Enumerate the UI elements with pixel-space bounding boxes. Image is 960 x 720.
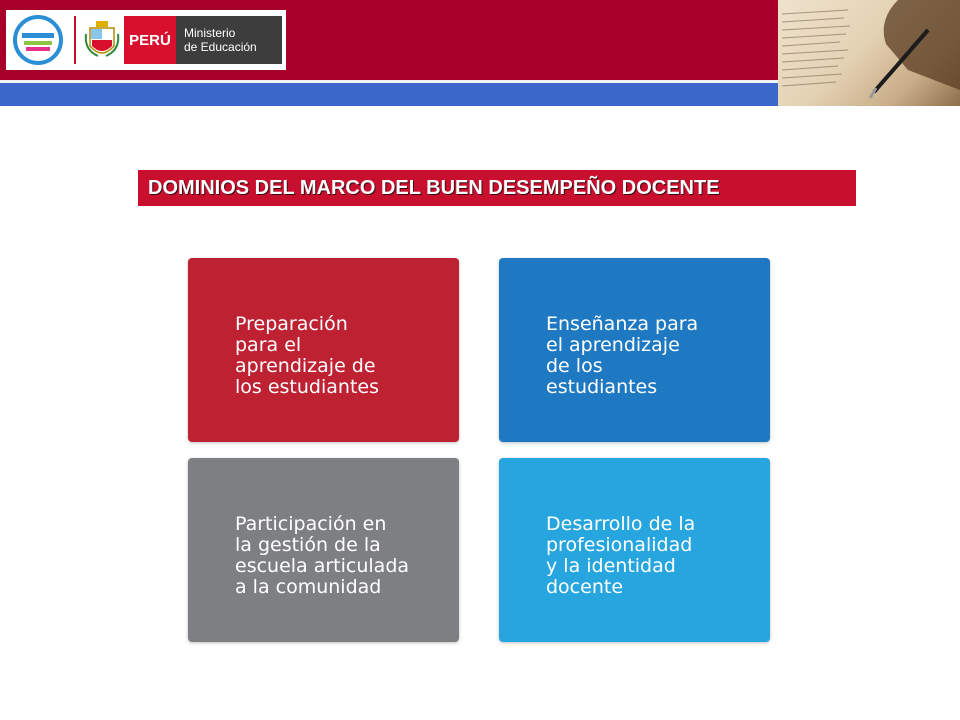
coat-of-arms-icon [84,16,120,64]
header-photo [778,0,960,106]
domain-label: Preparación para el aprendizaje de los estudiantes [235,313,379,398]
title-banner [138,170,856,206]
domain-label: Participación en la gestión de la escuela articulada a la comunidad [235,513,410,598]
ministry-name [176,16,282,64]
domain-label: Enseñanza para el aprendizaje de los estudiantes [546,313,699,398]
page-title: DOMINIOS DEL MARCO DEL BUEN DESEMPEÑO DOCENTE [148,176,720,199]
domain-tile-preparacion [188,258,459,442]
domain-tile-desarrollo [499,458,770,642]
peru-label: PERÚ [124,16,176,64]
campaign-badge-icon [12,14,64,66]
ministry-line-2: de Educación [184,40,257,54]
header-blue-bar [0,83,778,106]
logo-divider [74,16,76,64]
ministry-logo [6,10,286,70]
ministry-line-1: Ministerio [184,26,236,40]
domain-tile-participacion [188,458,459,642]
domain-label: Desarrollo de la profesionalidad y la identidad docente [546,513,696,598]
domain-tile-ensenanza [499,258,770,442]
